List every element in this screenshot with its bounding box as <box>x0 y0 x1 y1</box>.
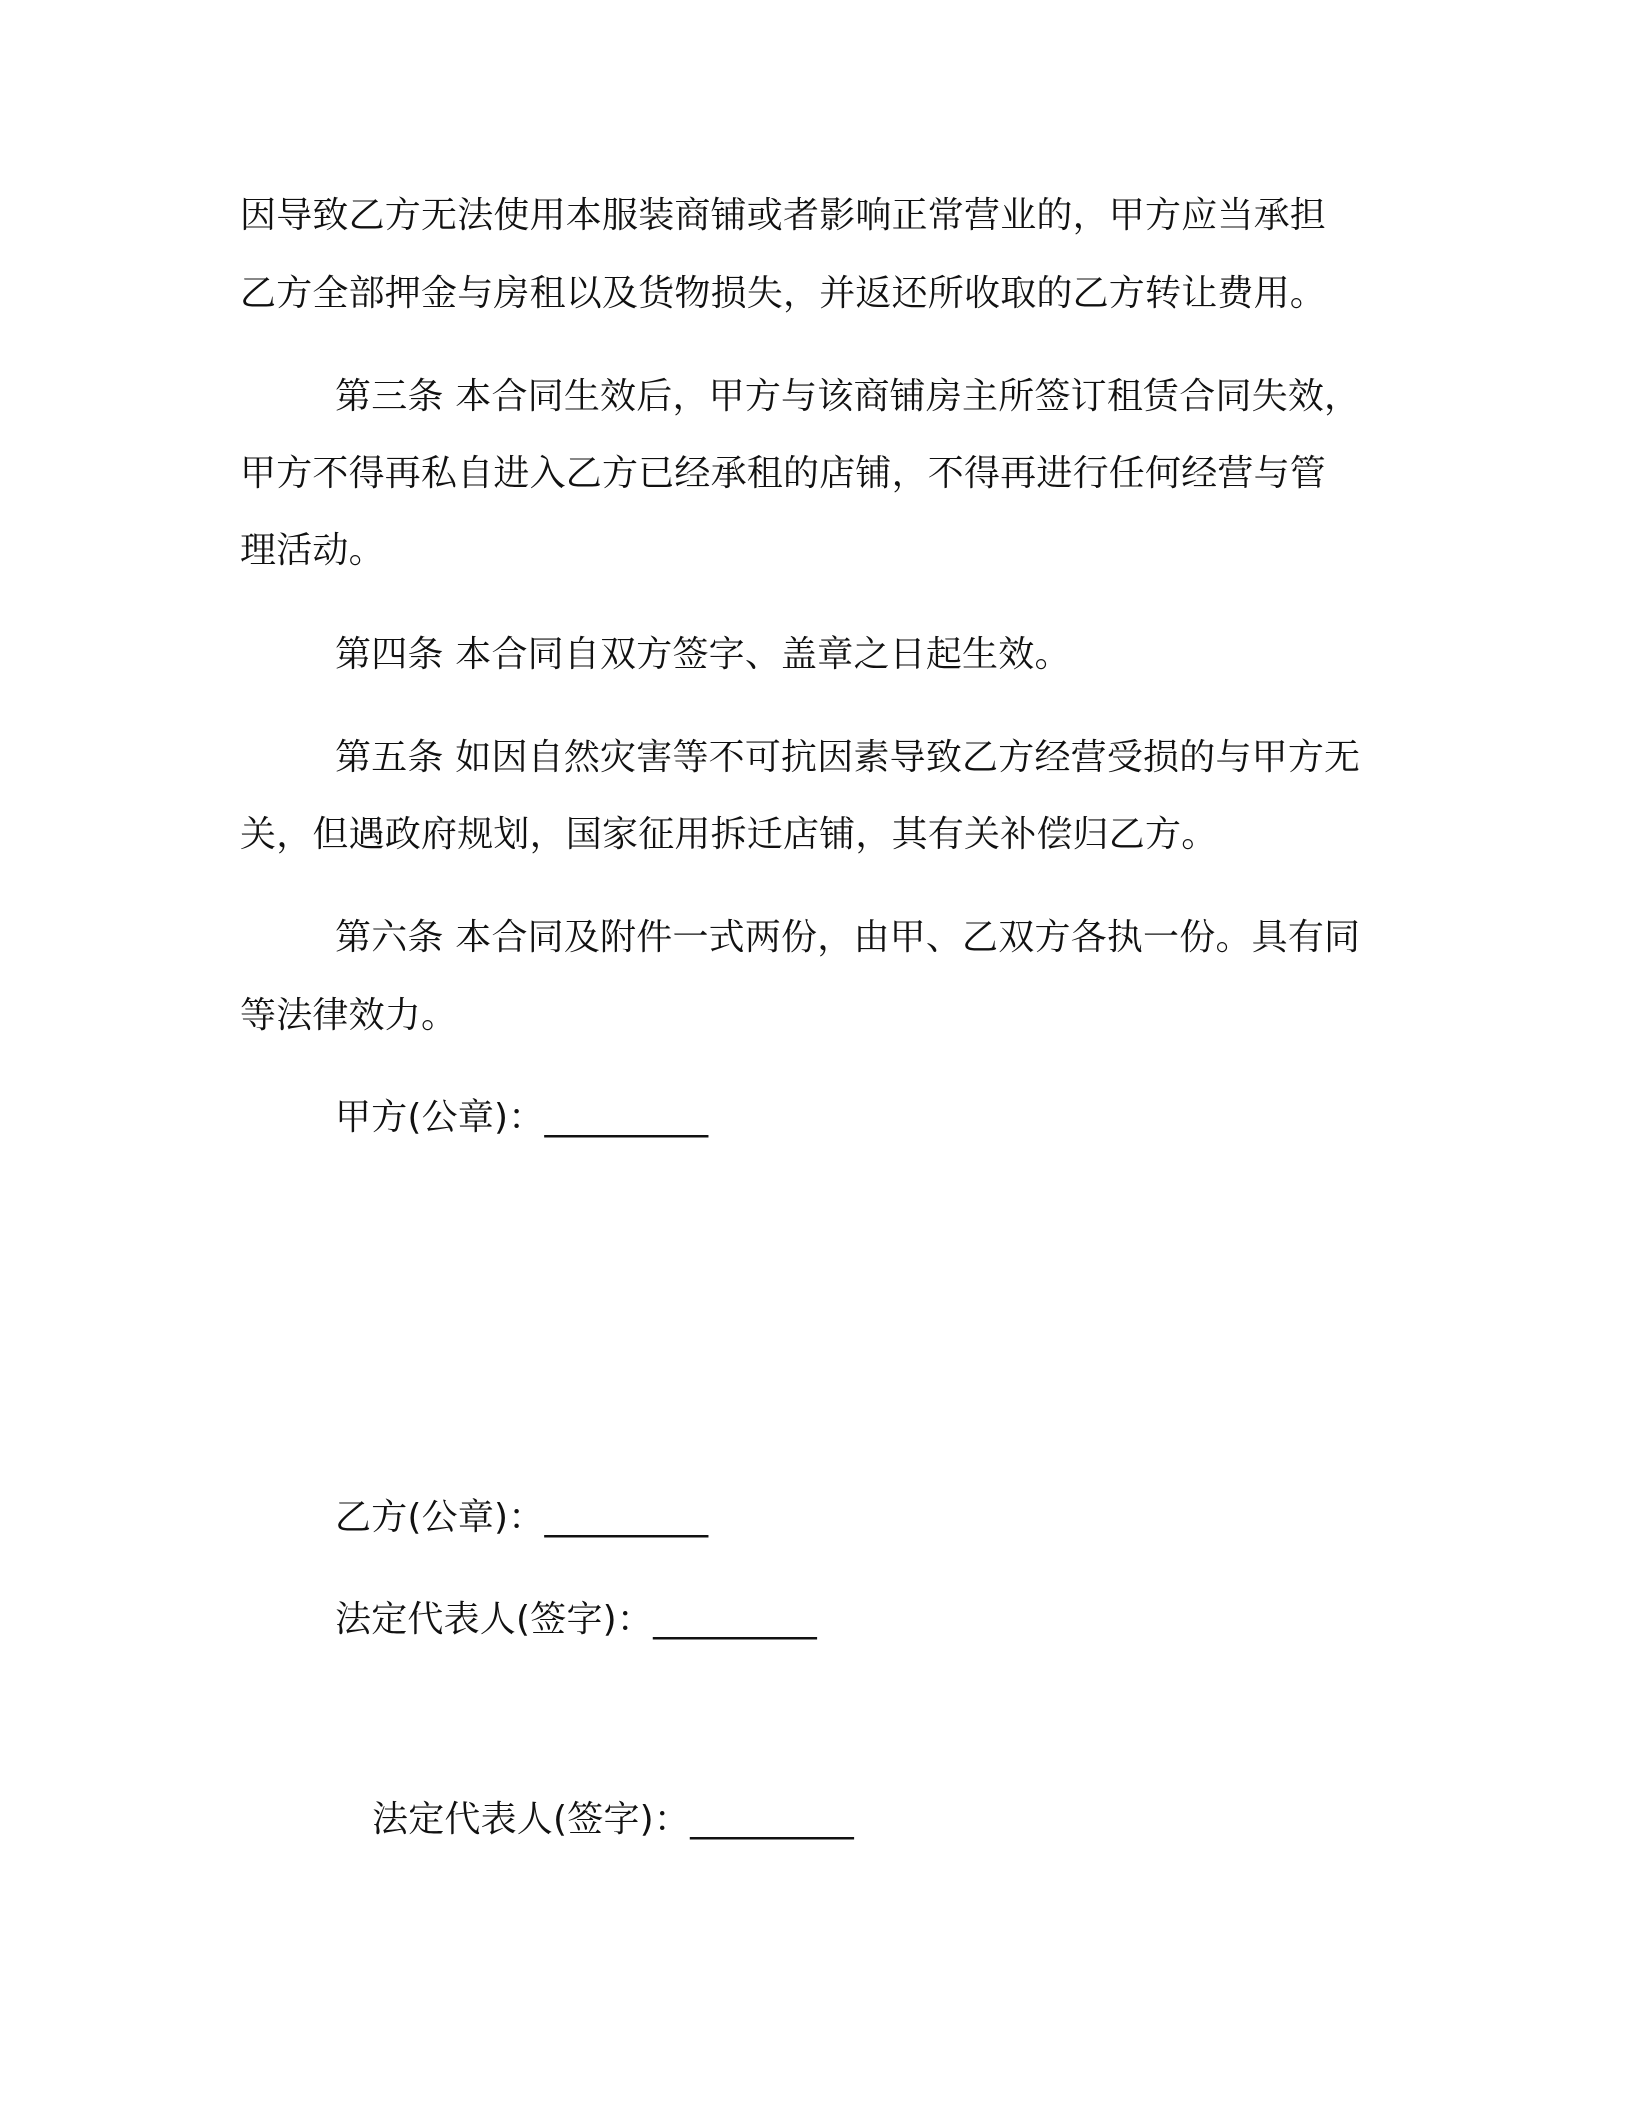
paragraph-line: 乙方全部押金与房租以及货物损失，并返还所收取的乙方转让费用。 <box>240 273 1327 314</box>
article-six-line: 第六条 本合同及附件一式两份，由甲、乙双方各执一份。具有同 <box>335 917 1361 958</box>
paragraph-line: 等法律效力。 <box>240 995 458 1036</box>
paragraph-line: 关，但遇政府规划，国家征用拆迁店铺，其有关补偿归乙方。 <box>240 814 1218 855</box>
article-three-line: 第三条 本合同生效后，甲方与该商铺房主所签订租赁合同失效， <box>335 376 1361 417</box>
paragraph-line: 甲方不得再私自进入乙方已经承租的店铺，不得再进行任何经营与管 <box>240 453 1327 494</box>
legal-representative-signature-line: 法定代表人(签字)：_________ <box>372 1799 854 1840</box>
article-four-line: 第四条 本合同自双方签字、盖章之日起生效。 <box>335 634 1071 675</box>
party-b-seal-line: 乙方(公章)：_________ <box>335 1497 709 1538</box>
paragraph-line: 理活动。 <box>240 530 385 571</box>
party-a-seal-line: 甲方(公章)：_________ <box>335 1097 709 1138</box>
article-five-line: 第五条 如因自然灾害等不可抗因素导致乙方经营受损的与甲方无 <box>335 737 1361 778</box>
paragraph-line: 因导致乙方无法使用本服装商铺或者影响正常营业的，甲方应当承担 <box>240 195 1327 236</box>
legal-representative-signature-line: 法定代表人(签字)：_________ <box>335 1599 817 1640</box>
